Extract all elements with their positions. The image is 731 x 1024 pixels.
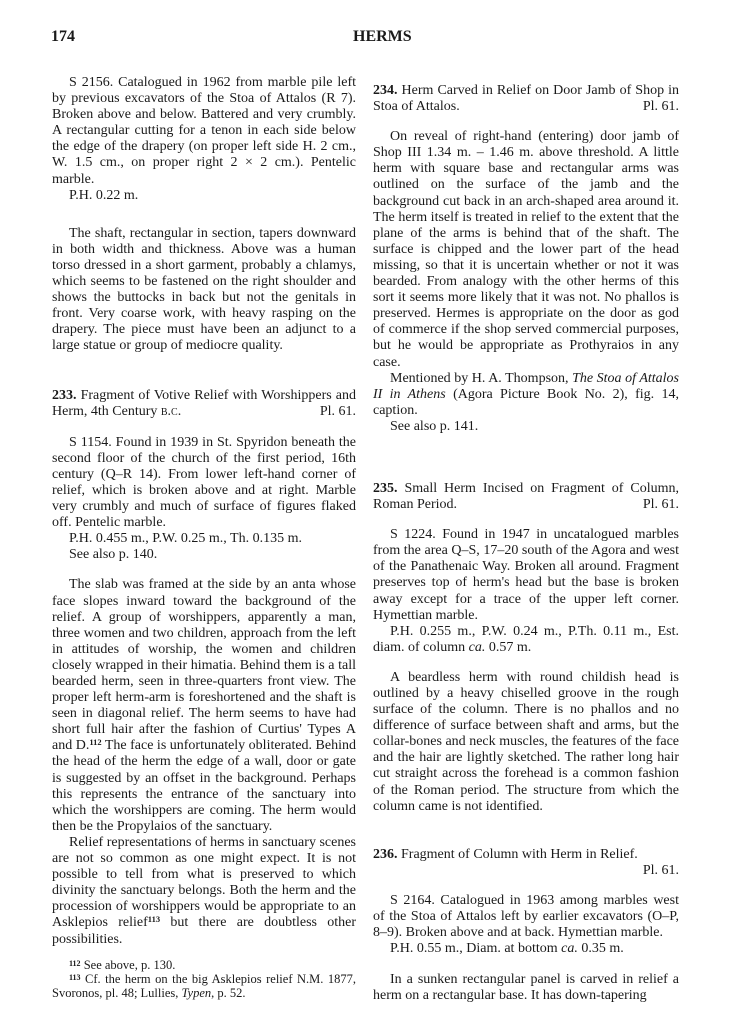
text-italic: ca. xyxy=(561,941,578,957)
entry-title: Small Herm Incised on Fragment of Column, Roman Period. xyxy=(373,480,679,513)
commentary: The shaft, rectangular in section, tapers downward in both width and thickness. Above was a human torso dressed in a short garment, probably a chlamys, which seems to be fastened on the right shoulder and shows the buttocks in back but not the genitals in front. Very coarse work, with heavy rasping on the drapery. The piece must have been an adjunct to a large statue or group of mediocre quality. xyxy=(52,225,356,354)
description: On reveal of right-hand (entering) door jamb of Shop III 1.34 m. – 1.46 m. above threshold. A little herm with square base and rectangular arms was outlined on the surface of the jamb and the background cut back in an arch-shaped area around it. The herm itself is treated in relief to the extent that the plane of the arms is behind that of the shaft. The surface is chipped and the lower part of the head missing, so that it is uncertain whether or not it was bearded. From analogy with the other herms of this sort it seems more likely that it was not. No phallos is preserved. Hermes is appropriate on the door as god of commerce if the shop served commercial purposes, but he would be appropriate as Prothyraios in any case. xyxy=(373,129,679,370)
footnotes xyxy=(52,958,356,1001)
dimensions xyxy=(373,624,679,656)
footnote-text: See above, p. 130. xyxy=(80,957,176,972)
entry-number: 233. xyxy=(52,387,77,403)
entry-233-catalogue xyxy=(52,435,356,564)
mention xyxy=(373,371,679,419)
plate-reference: Pl. 61. xyxy=(642,99,679,115)
text: P.H. 0.55 m., Diam. at bottom xyxy=(390,941,562,957)
see-also: See also p. 141. xyxy=(390,418,479,434)
entry-title: Fragment of Votive Relief with Worshippers and Herm, 4th Century xyxy=(52,387,356,419)
catalogue-description: S 1224. Found in 1947 in uncatalogued marbles from the area Q–S, 17–20 south of the Agora and west of the Panathenaic Way. Broken all around. Fragment preserves top of herm's head but the base is broken away except for a trace of the upper left corner. Hymettian marble. xyxy=(373,527,679,623)
commentary-paragraph xyxy=(52,577,356,835)
entry-era: b.c. xyxy=(160,403,182,419)
text-italic: ca. xyxy=(468,639,486,655)
footnote-italic: Typen xyxy=(181,986,212,1000)
dimensions: P.H. 0.455 m., P.W. 0.25 m., Th. 0.135 m. xyxy=(69,531,302,547)
catalogue-description: S 2156. Catalogued in 1962 from marble pile left by previous excavators of the Stoa of Attalos (R 7). Broken above and below. Battered and very crumbly. A rectangular cutting for a tenon in each side below the edge of the drapery (on proper left side H. 2 cm., W. 1.5 cm., on proper right 2 × 2 cm.). Pentelic marble. xyxy=(52,75,356,187)
left-column xyxy=(52,75,356,1000)
footnote-113 xyxy=(52,972,356,1000)
right-column xyxy=(373,83,679,1005)
footnote-mark: 112 xyxy=(69,958,81,968)
entry-235-heading xyxy=(373,481,679,513)
entry-number: 234. xyxy=(373,83,398,98)
page-number: 174 xyxy=(51,28,75,45)
catalogue-description: S 2164. Catalogued in 1963 among marbles west of the Stoa of Attalos left by earlier excavators (O–P, 8–9). Broken above and at back. Hymettian marble. xyxy=(373,892,679,941)
footnote-text: Cf. the herm on the big Asklepios relief N.M. 1877, Svoronos, pl. 48; Lullies, xyxy=(52,971,356,1000)
dimensions xyxy=(373,941,679,957)
entry-number: 235. xyxy=(373,480,398,496)
text: The slab was framed at the side by an anta whose face slopes inward toward the background of the relief. A group of worshippers, apparently a man, three women and two children, approach from the left in attitudes of worship, the women and children closely wrapped in their himatia. Behind them is a tall bearded herm, seen in three-quarters front view. The proper left herm-arm is foreshortened and the shaft is seen in diagonal relief. The herm seems to have had short full hair after the fashion of Curtius' Types A and D. xyxy=(52,577,356,754)
entry-236-heading xyxy=(373,847,679,879)
entry-title: Fragment of Column with Herm in Relief. xyxy=(401,846,638,862)
text: The face is unfortunately obliterated. Behind the head of the herm the edge of a wall, door or gate is suggested by an offset in the background. Perhaps this represents the entrance of the sanctuary into which the worshippers are coming. The herm would then be the Propylaios of the sanctuary. xyxy=(52,738,356,834)
footnote-ref[interactable]: 113 xyxy=(147,914,161,925)
footnote-mark: 113 xyxy=(69,972,81,982)
text: 0.35 m. xyxy=(577,941,624,957)
text: Relief representations of herms in sanctuary scenes are not so common as one might expect. It is not possible to tell from what is preserved to which divinity the sanctuary belongs. Both the herm and the procession of worshippers would be appropriate to an Asklepios relief xyxy=(52,834,356,931)
entry-236-catalogue xyxy=(373,893,679,957)
book-title: The Stoa of Attalos II in Athens xyxy=(373,370,679,402)
entry-236-commentary xyxy=(373,972,679,1004)
entry-235-catalogue xyxy=(373,527,679,656)
text: Mentioned by H. A. Thompson, xyxy=(390,370,573,386)
catalogue-description: S 1154. Found in 1939 in St. Spyridon beneath the second floor of the church of the first period, 16th century (Q–R 14). From lower left-hand corner of relief, which is broken above and at right. Marble very crumbly and much of surface of figures flaked off. Pentelic marble. xyxy=(52,434,356,531)
dimensions: P.H. 0.22 m. xyxy=(69,187,139,203)
text: 0.57 m. xyxy=(485,639,532,655)
text: P.H. 0.255 m., P.W. 0.24 m., P.Th. 0.11 m., Est. diam. of column xyxy=(373,623,679,655)
commentary: A beardless herm with round childish head is outlined by a heavy chiselled groove in the rough surface of the column. There is no phallos and no difference of surface between shaft and arms, but the collar-bones and neck muscles, the features of the face and the hair are lightly sketched. The rather long hair cut straight across the forehead is a common fashion of the Roman period. The structure from which the column came is not identified. xyxy=(373,669,679,814)
text: but there are doubtless other possibilities. xyxy=(52,915,356,947)
text: (Agora Picture Book No. 2), fig. 14, caption. xyxy=(373,386,679,418)
entry-number: 236. xyxy=(373,846,398,862)
entry-234-heading xyxy=(373,83,679,115)
entry-235-commentary xyxy=(373,670,679,815)
commentary: In a sunken rectangular panel is carved in relief a herm on a rectangular base. It has down-tapering xyxy=(373,972,679,1004)
entry-234-description xyxy=(373,129,679,435)
see-also: See also p. 140. xyxy=(69,547,158,563)
plate-reference: Pl. 61. xyxy=(642,862,679,878)
entry-2156-commentary xyxy=(52,226,356,355)
running-title: HERMS xyxy=(353,28,412,45)
entry-title: Herm Carved in Relief on Door Jamb of Shop in Stoa of Attalos. xyxy=(373,83,680,115)
plate-reference: Pl. 61. xyxy=(642,497,679,513)
commentary-paragraph xyxy=(52,835,356,948)
plate-reference: Pl. 61. xyxy=(319,403,356,419)
footnote-ref[interactable]: 112 xyxy=(89,737,102,748)
footnote-112 xyxy=(52,958,356,972)
footnote-text: , p. 52. xyxy=(211,986,246,1000)
entry-233-commentary xyxy=(52,577,356,947)
entry-2156-catalogue xyxy=(52,75,356,204)
entry-233-heading xyxy=(52,388,356,420)
